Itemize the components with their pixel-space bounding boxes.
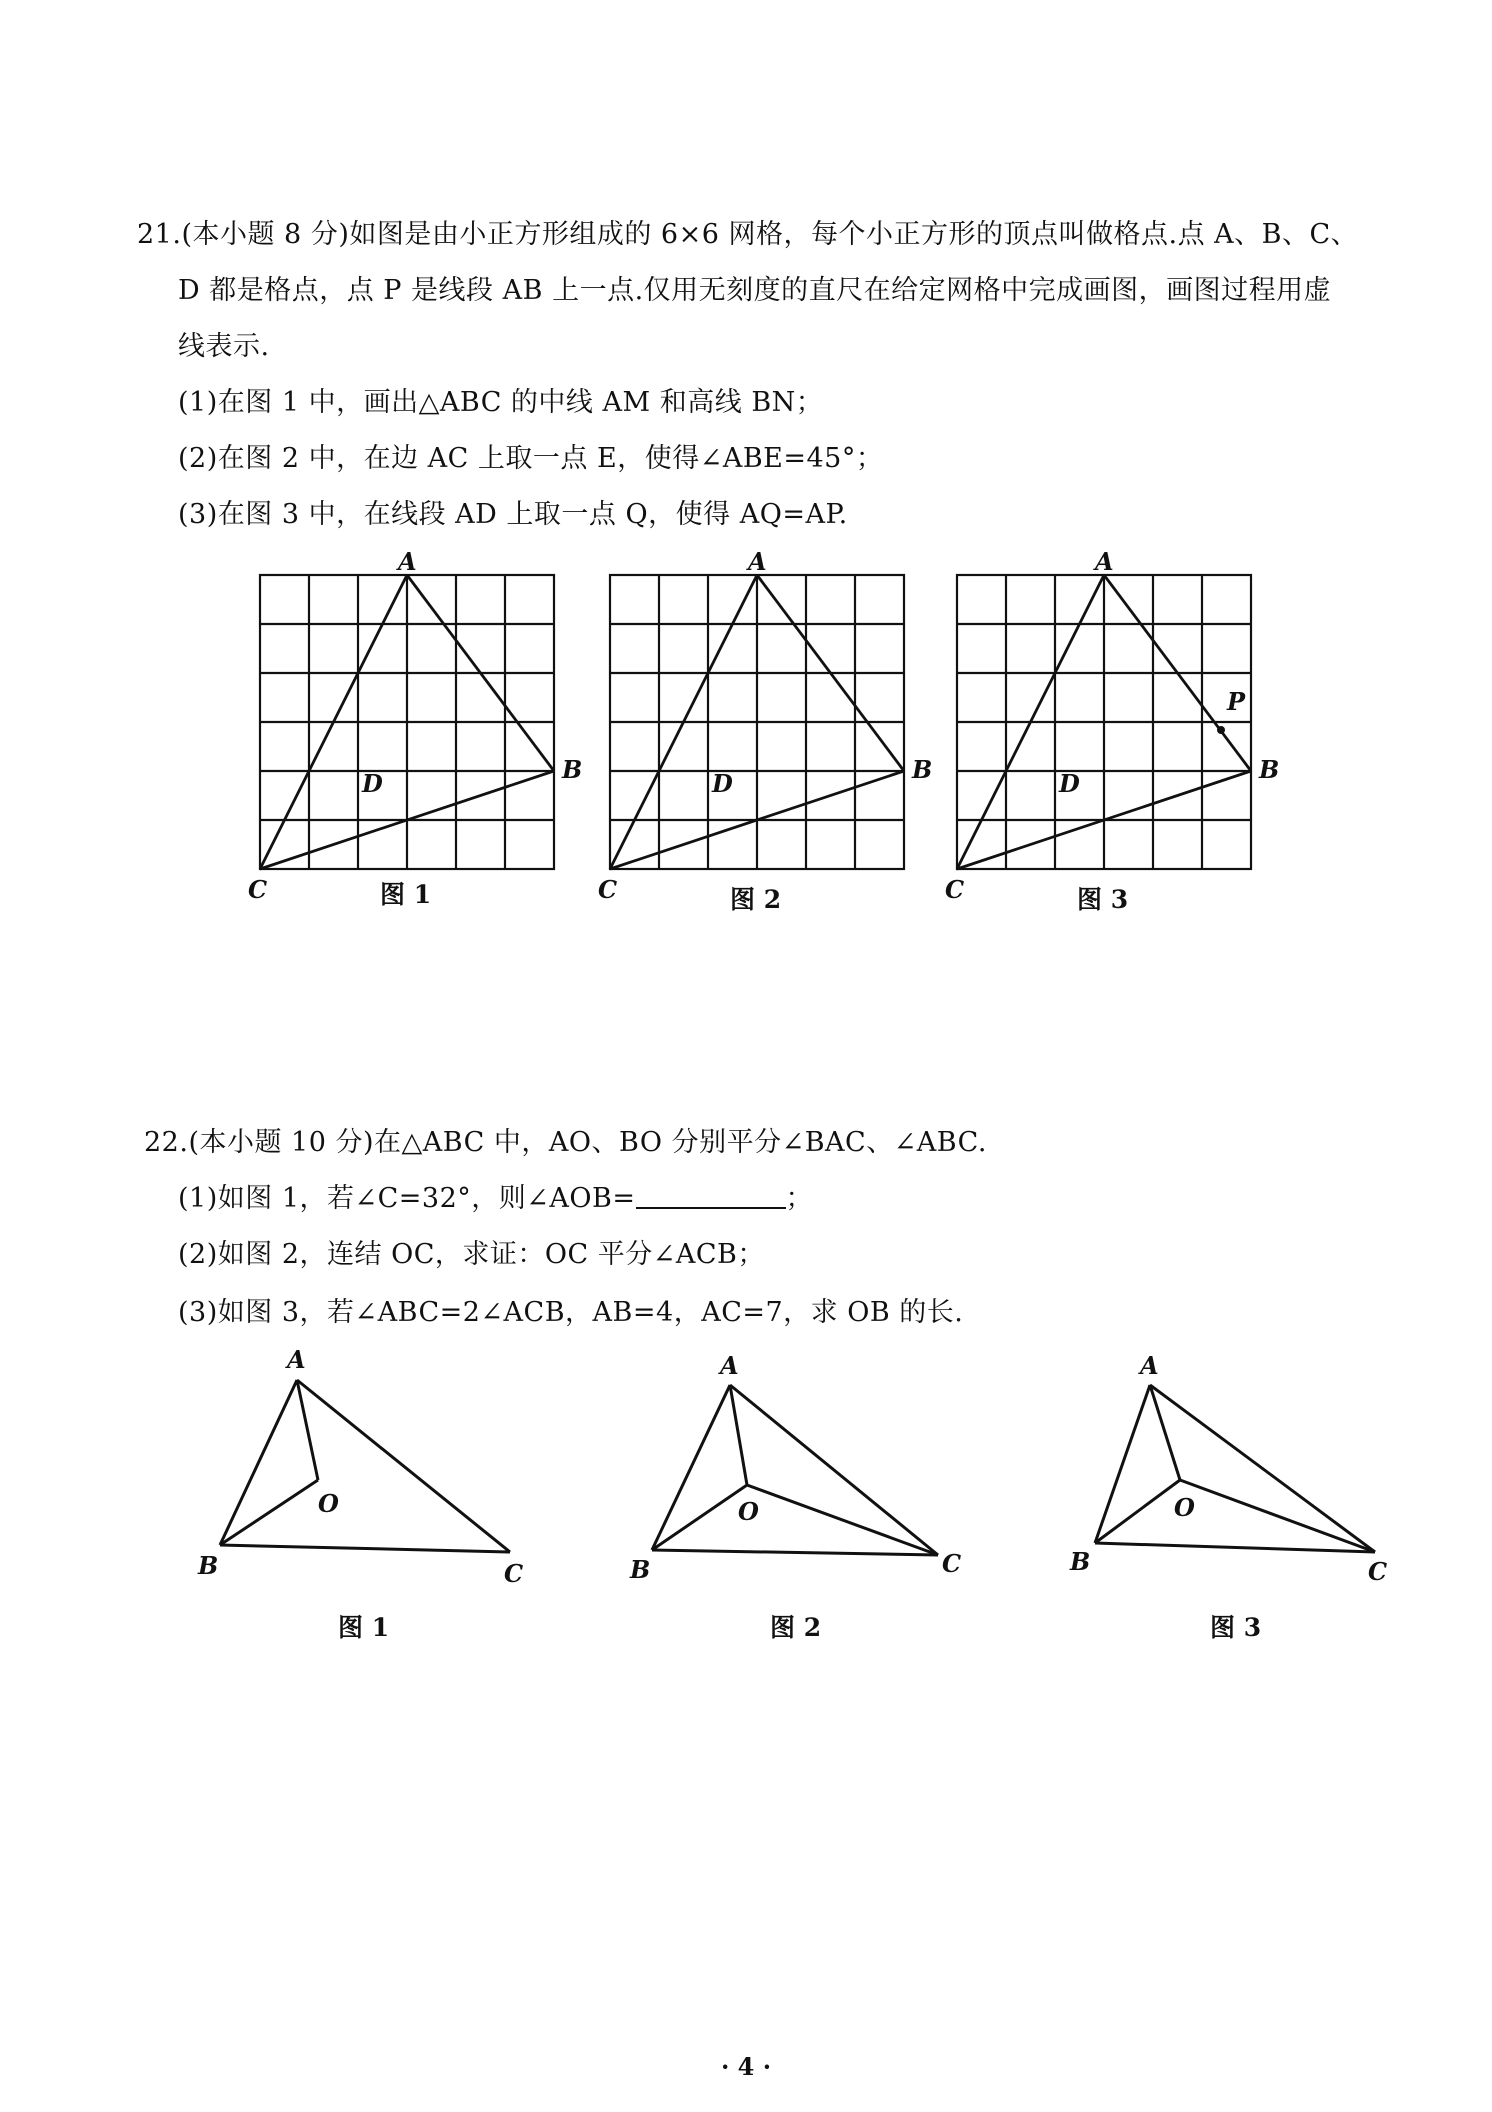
figure-caption: 图 1	[380, 880, 432, 909]
label-p: P	[1227, 687, 1246, 716]
label-a: A	[398, 547, 417, 576]
label-c: C	[942, 1549, 962, 1578]
grid-lines	[610, 575, 904, 869]
label-d: D	[1059, 769, 1080, 798]
label-a: A	[1095, 547, 1114, 576]
q22-figure-3	[1050, 1340, 1410, 1660]
label-c: C	[598, 875, 618, 904]
label-c: C	[945, 875, 965, 904]
label-c: C	[248, 875, 268, 904]
label-d: D	[712, 769, 733, 798]
label-a: A	[1140, 1351, 1159, 1380]
label-o: O	[738, 1497, 759, 1526]
label-b: B	[562, 755, 583, 784]
q22-figure-2	[620, 1340, 980, 1660]
grid-lines	[957, 575, 1251, 869]
q21-part-2: (2)在图 2 中，在边 AC 上取一点 E，使得∠ABE=45°；	[178, 443, 884, 474]
label-b: B	[1070, 1547, 1091, 1576]
triangle-abc	[652, 1385, 938, 1555]
figure-caption: 图 2	[730, 885, 782, 914]
label-b: B	[630, 1555, 651, 1584]
q21-figure-3	[945, 547, 1280, 920]
point-p	[1217, 726, 1225, 734]
figure-caption: 图 3	[1077, 885, 1129, 914]
q22-part-2: (2)如图 2，连结 OC，求证：OC 平分∠ACB；	[178, 1239, 765, 1270]
label-b: B	[1259, 755, 1280, 784]
q21-figure-1	[248, 547, 583, 920]
q21-line-3: 线表示.	[178, 331, 270, 362]
label-o: O	[318, 1489, 339, 1518]
q22-part-3: (3)如图 3，若∠ABC=2∠ACB，AB=4，AC=7，求 OB 的长.	[178, 1297, 964, 1328]
q22-part-1-end: ；	[785, 1183, 813, 1214]
label-a: A	[720, 1351, 739, 1380]
label-c: C	[1368, 1557, 1388, 1586]
q22-part-1-text: (1)如图 1，若∠C=32°，则∠AOB=	[178, 1183, 636, 1214]
q22-line-1: 22.(本小题 10 分)在△ABC 中，AO、BO 分别平分∠BAC、∠ABC.	[144, 1127, 987, 1158]
label-b: B	[198, 1551, 219, 1580]
label-c: C	[504, 1559, 524, 1588]
triangle-abc	[220, 1380, 510, 1552]
q21-line-2: D 都是格点，点 P 是线段 AB 上一点.仅用无刻度的直尺在给定网格中完成画图，画图过程用虚	[178, 275, 1332, 306]
q21-part-3: (3)在图 3 中，在线段 AD 上取一点 Q，使得 AQ=AP.	[178, 499, 848, 530]
figure-caption: 图 1	[338, 1613, 390, 1642]
q21-line-1: 21.(本小题 8 分)如图是由小正方形组成的 6×6 网格，每个小正方形的顶点叫做格点.点 A、B、C、	[137, 219, 1359, 250]
q22-part-1	[178, 1176, 813, 1215]
label-o: O	[1174, 1493, 1195, 1522]
q22-figure-1	[190, 1340, 550, 1660]
q21-figure-2	[598, 547, 933, 920]
grid-lines	[260, 575, 554, 869]
label-b: B	[912, 755, 933, 784]
label-a: A	[287, 1345, 306, 1374]
label-d: D	[362, 769, 383, 798]
figure-caption: 图 2	[770, 1613, 822, 1642]
q21-part-1: (1)在图 1 中，画出△ABC 的中线 AM 和高线 BN；	[178, 387, 824, 418]
page-number: · 4 ·	[720, 2052, 772, 2081]
triangle-abc	[1095, 1385, 1375, 1552]
figure-caption: 图 3	[1210, 1613, 1262, 1642]
answer-blank	[636, 1183, 786, 1209]
label-a: A	[748, 547, 767, 576]
